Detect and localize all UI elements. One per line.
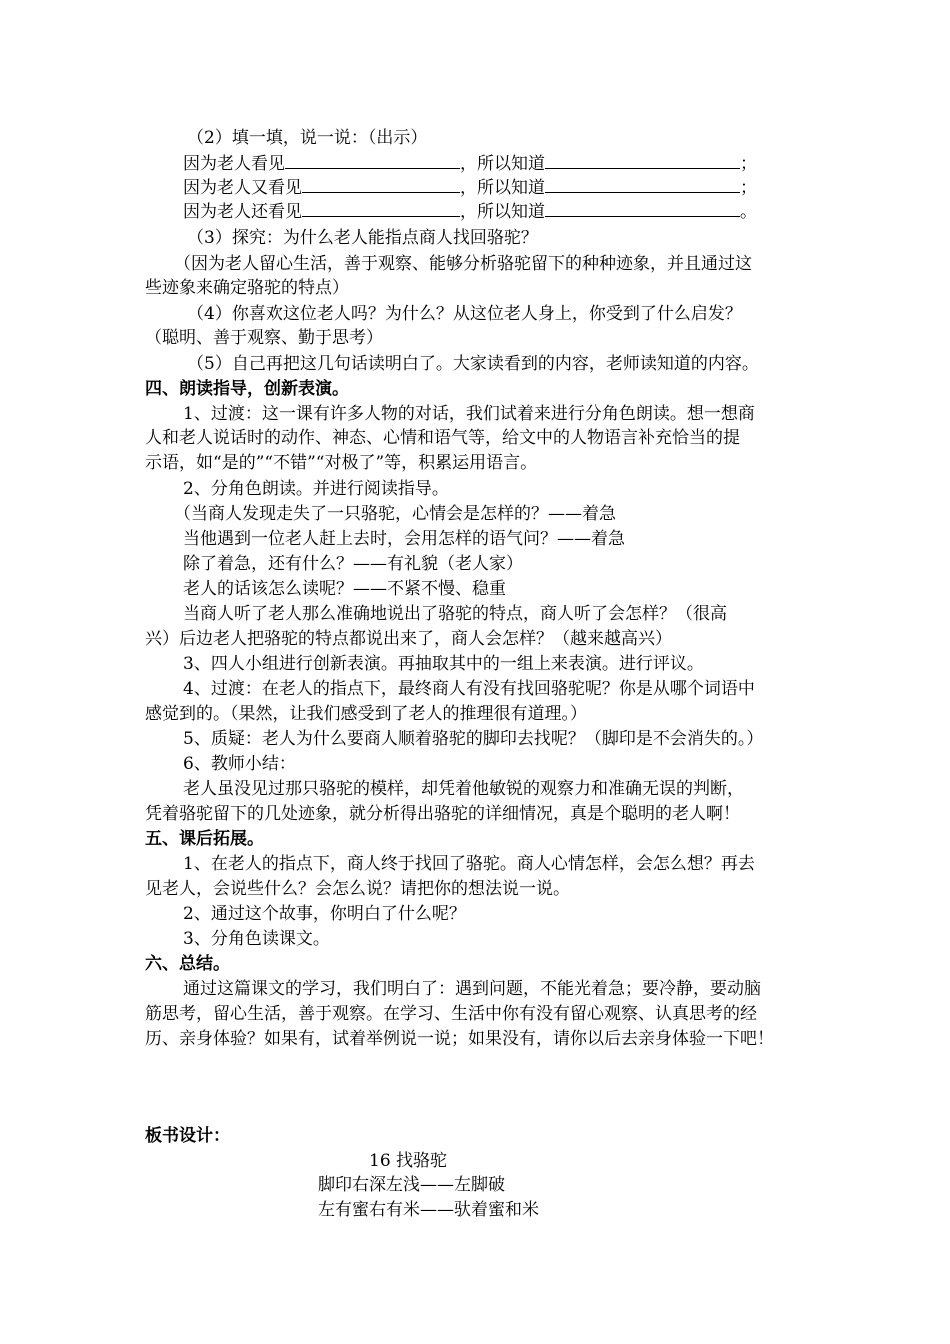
paragraph-line: 人和老人说话时的动作、神态、心情和语气等，给文中的人物语言补充恰当的提 [145, 428, 740, 448]
answer-3-line: 些迹象来确定骆驼的特点） [145, 278, 349, 298]
answer-4: （聪明、善于观察、勤于思考） [145, 328, 383, 348]
paragraph-line: 见老人，会说些什么？会怎么说？请把你的想法说一说。 [145, 879, 570, 899]
dialogue-line: 除了着急，还有什么？——有礼貌（老人家） [183, 554, 523, 574]
dialogue-line: （当商人发现走失了一只骆驼，心情会是怎样的？——着急 [174, 504, 616, 524]
paragraph-line: 老人虽没见过那只骆驼的模样，却凭着他敏锐的观察力和准确无误的判断， [183, 779, 744, 799]
paragraph-line: 4、过渡：在老人的指点下，最终商人有没有找回骆驼呢？你是从哪个词语中 [183, 679, 755, 699]
paragraph-line: 2、分角色朗读。并进行阅读指导。 [183, 479, 449, 499]
answer-blank[interactable] [545, 200, 740, 217]
fill-in-row-prefix: 因为老人又看见 [183, 178, 302, 198]
answer-blank[interactable] [302, 176, 460, 193]
question-3: （3）探究：为什么老人能指点商人找回骆驼？ [187, 228, 538, 248]
fill-in-title: （2）填一填，说一说：（出示） [187, 128, 428, 148]
answer-blank[interactable] [285, 152, 460, 169]
section-heading: 六、总结。 [145, 954, 230, 974]
question-4: （4）你喜欢这位老人吗？为什么？从这位老人身上，你受到了什么启发？ [187, 304, 742, 324]
paragraph-line: 历、亲身体验？如果有，试着举例说一说；如果没有，请你以后去亲身体验一下吧！ [145, 1029, 774, 1049]
paragraph-line: 1、在老人的指点下，商人终于找回了骆驼。商人心情怎样，会怎么想？再去 [183, 854, 755, 874]
board-line: 脚印右深左浅——左脚破 [318, 1175, 505, 1195]
fill-in-row [183, 200, 757, 224]
board-design-heading: 板书设计： [145, 1126, 230, 1146]
fill-in-row [183, 176, 757, 200]
paragraph-line: 通过这篇课文的学习，我们明白了：遇到问题，不能光着急；要冷静，要动脑 [183, 979, 761, 999]
board-title: 16 找骆驼 [369, 1151, 448, 1171]
question-5: （5）自己再把这几句话读明白了。大家读看到的内容，老师读知道的内容。 [187, 354, 759, 374]
paragraph-line: 感觉到的。（果然，让我们感受到了老人的推理很有道理。） [145, 704, 587, 724]
board-line: 左有蜜右有米——驮着蜜和米 [318, 1200, 539, 1220]
paragraph-line: 示语，如“是的”“不错”“对极了”等，积累运用语言。 [145, 453, 538, 473]
fill-in-row-prefix: 因为老人还看见 [183, 202, 302, 222]
section-heading: 四、朗读指导，创新表演。 [145, 379, 349, 399]
answer-blank[interactable] [545, 176, 740, 193]
paragraph-line: 6、教师小结： [183, 754, 296, 774]
fill-in-row-end: ； [740, 154, 757, 174]
answer-blank[interactable] [302, 200, 460, 217]
paragraph-line: 1、过渡：这一课有许多人物的对话，我们试着来进行分角色朗读。想一想商 [183, 404, 755, 424]
answer-3-line: （因为老人留心生活，善于观察、能够分析骆驼留下的种种迹象，并且通过这 [174, 254, 752, 274]
dialogue-line: 当商人听了老人那么准确地说出了骆驼的特点，商人听了会怎样？（很高 [183, 604, 727, 624]
fill-in-row-middle: ，所以知道 [460, 178, 545, 198]
fill-in-row-end: ； [740, 178, 757, 198]
paragraph-line: 筋思考，留心生活，善于观察。在学习、生活中你有没有留心观察、认真思考的经 [145, 1004, 757, 1024]
fill-in-row-middle: ，所以知道 [460, 202, 545, 222]
fill-in-row [183, 152, 757, 176]
dialogue-line: 当他遇到一位老人赶上去时，会用怎样的语气问？——着急 [183, 529, 625, 549]
fill-in-row-prefix: 因为老人看见 [183, 154, 285, 174]
answer-blank[interactable] [545, 152, 740, 169]
paragraph-line: 3、分角色读课文。 [183, 929, 330, 949]
paragraph-line: 2、通过这个故事，你明白了什么呢？ [183, 904, 466, 924]
fill-in-row-end: 。 [740, 202, 757, 222]
paragraph-line: 3、四人小组进行创新表演。再抽取其中的一组上来表演。进行评议。 [183, 654, 704, 674]
section-heading: 五、课后拓展。 [145, 829, 264, 849]
dialogue-line: 老人的话该怎么读呢？——不紧不慢、稳重 [183, 579, 506, 599]
paragraph-line: 5、质疑：老人为什么要商人顺着骆驼的脚印去找呢？（脚印是不会消失的。） [183, 729, 764, 749]
fill-in-row-middle: ，所以知道 [460, 154, 545, 174]
paragraph-line: 凭着骆驼留下的几处迹象，就分析得出骆驼的详细情况，真是个聪明的老人啊！ [145, 804, 740, 824]
dialogue-line: 兴）后边老人把骆驼的特点都说出来了，商人会怎样？（越来越高兴） [145, 629, 672, 649]
